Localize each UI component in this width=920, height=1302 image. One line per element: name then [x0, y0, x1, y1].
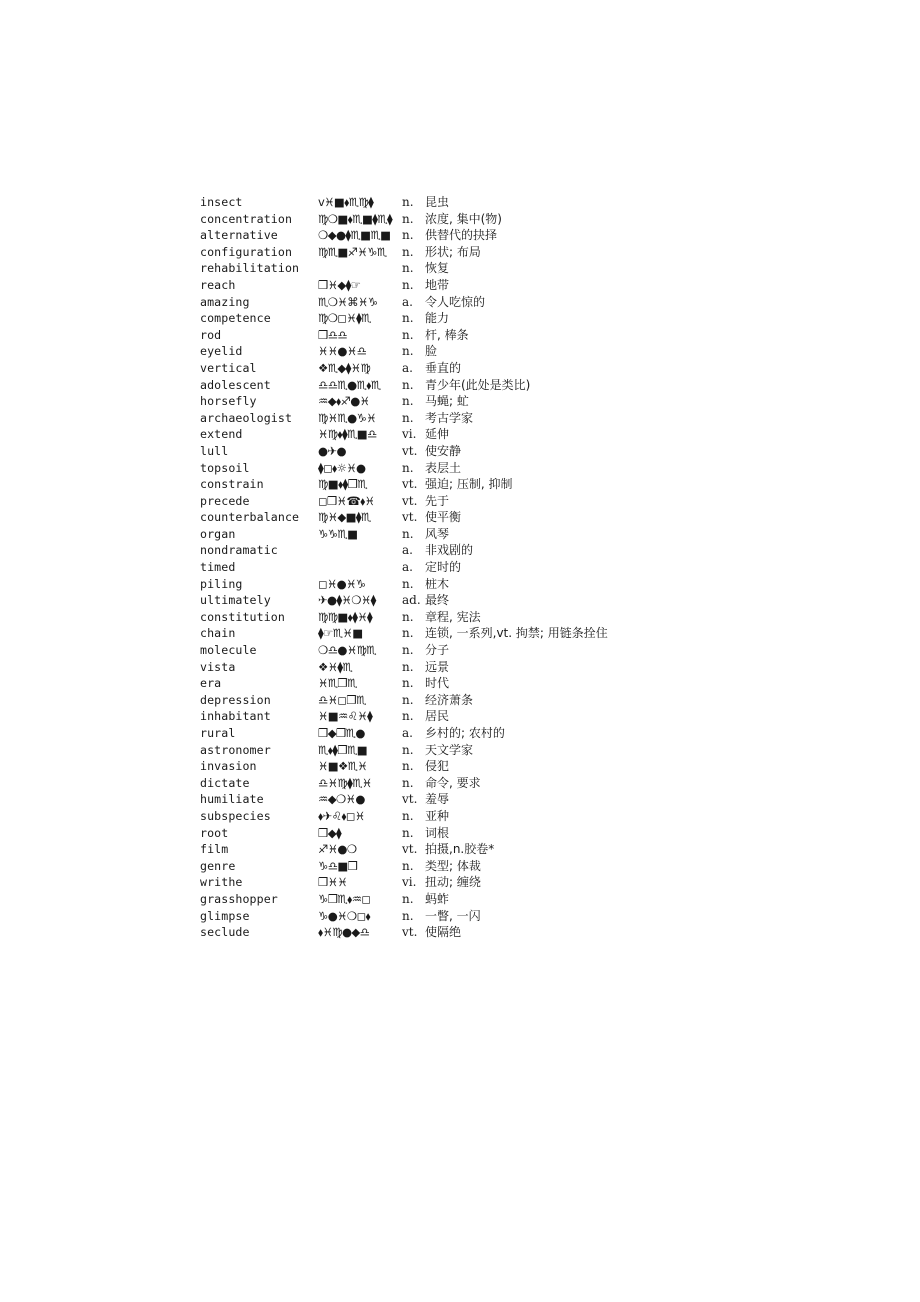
entry-part-of-speech: a. — [402, 560, 413, 575]
entry-part-of-speech: n. — [402, 659, 414, 674]
entry-definition: 先于 — [425, 493, 450, 508]
entry-word: invasion — [200, 759, 257, 774]
vocab-entry — [200, 725, 900, 742]
entry-word: vista — [200, 659, 236, 674]
entry-word: vertical — [200, 360, 257, 375]
entry-phonetic: ❍♎●♓♍♏ — [318, 643, 376, 658]
entry-part-of-speech: n. — [402, 311, 414, 326]
entry-phonetic: ♓■❖♏♓ — [318, 759, 368, 774]
vocab-entry — [200, 542, 900, 559]
entry-phonetic: ♓♏❒♏ — [318, 676, 357, 691]
entry-definition: 形状; 布局 — [425, 244, 481, 259]
entry-definition: 一瞥, 一闪 — [425, 908, 481, 923]
entry-definition: 垂直的 — [425, 360, 462, 375]
entry-part-of-speech: a. — [402, 360, 413, 375]
entry-word: alternative — [200, 228, 278, 243]
entry-phonetic: ♍♓◆■⧫♏ — [318, 510, 371, 525]
entry-phonetic: ♏⬧⧫❒♏■ — [318, 742, 368, 757]
entry-definition: 经济萧条 — [425, 692, 474, 707]
vocab-entry — [200, 576, 900, 593]
entry-definition: 使平衡 — [425, 510, 462, 525]
entry-part-of-speech: n. — [402, 891, 414, 906]
vocab-entry — [200, 526, 900, 543]
entry-part-of-speech: n. — [402, 759, 414, 774]
entry-phonetic: ❒♎♎ — [318, 327, 348, 342]
entry-definition: 桩木 — [425, 576, 450, 591]
entry-word: subspecies — [200, 808, 271, 823]
vocab-entry — [200, 493, 900, 510]
entry-definition: 使隔绝 — [425, 925, 462, 940]
vocab-entry — [200, 891, 900, 908]
entry-phonetic: ♓■♒♌♓⧫ — [318, 709, 373, 724]
entry-word: extend — [200, 427, 243, 442]
entry-part-of-speech: n. — [402, 676, 414, 691]
entry-definition: 浓度, 集中(物) — [425, 211, 502, 226]
vocab-entry — [200, 791, 900, 808]
entry-definition: 马蝇; 虻 — [425, 394, 469, 409]
vocab-entry — [200, 825, 900, 842]
entry-part-of-speech: vt. — [402, 925, 418, 940]
entry-definition: 脸 — [425, 344, 438, 359]
entry-word: depression — [200, 692, 271, 707]
entry-phonetic: ♏❍♓⌘♓♑ — [318, 294, 378, 309]
entry-part-of-speech: n. — [402, 410, 414, 425]
vocab-entry — [200, 244, 900, 261]
entry-definition: 居民 — [425, 709, 450, 724]
entry-word: lull — [200, 443, 229, 458]
entry-phonetic: ❒♓♓ — [318, 875, 348, 890]
vocab-entry — [200, 808, 900, 825]
vocab-entry — [200, 476, 900, 493]
entry-part-of-speech: ad. — [402, 593, 421, 608]
vocab-entry — [200, 559, 900, 576]
entry-word: era — [200, 676, 222, 691]
entry-part-of-speech: n. — [402, 526, 414, 541]
entry-phonetic: ⬧♓♍●◆♎ — [318, 925, 370, 940]
vocab-entry — [200, 924, 900, 941]
entry-word: constitution — [200, 609, 285, 624]
entry-part-of-speech: a. — [402, 543, 413, 558]
entry-phonetic: ♐♓●❍ — [318, 842, 357, 857]
vocab-entry — [200, 659, 900, 676]
entry-phonetic: ♎♓♍⧫♏♓ — [318, 775, 372, 790]
entry-word: amazing — [200, 294, 250, 309]
vocab-entry — [200, 758, 900, 775]
entry-word: counterbalance — [200, 510, 300, 525]
vocab-entry — [200, 742, 900, 759]
entry-definition: 拍摄,n.胶卷* — [425, 842, 495, 857]
vocab-entry — [200, 460, 900, 477]
entry-definition: 青少年(此处是类比) — [425, 377, 531, 392]
entry-part-of-speech: n. — [402, 908, 414, 923]
vocab-entry — [200, 260, 900, 277]
entry-definition: 乡村的; 农村的 — [425, 726, 505, 740]
entry-word: rehabilitation — [200, 261, 300, 276]
vocab-entry — [200, 194, 900, 211]
entry-part-of-speech: n. — [402, 858, 414, 873]
entry-definition: 词根 — [425, 825, 450, 840]
vocab-entry — [200, 692, 900, 709]
entry-word: glimpse — [200, 908, 250, 923]
vocab-entry — [200, 211, 900, 228]
entry-word: ultimately — [200, 593, 271, 608]
entry-part-of-speech: vt. — [402, 443, 418, 458]
entry-word: astronomer — [200, 742, 271, 757]
entry-definition: 蚂蚱 — [425, 891, 450, 906]
entry-phonetic: ⧫◻⬧☼♓● — [318, 460, 366, 475]
entry-definition: 令人吃惊的 — [425, 294, 486, 309]
entry-definition: 侵犯 — [425, 759, 450, 774]
entry-part-of-speech: a. — [402, 726, 413, 740]
entry-definition: 能力 — [425, 311, 450, 326]
entry-word: seclude — [200, 925, 250, 940]
entry-definition: 强迫; 压制, 抑制 — [425, 477, 513, 492]
entry-part-of-speech: n. — [402, 709, 414, 724]
entry-phonetic: ◻♓●♓♑ — [318, 576, 366, 591]
entry-part-of-speech: n. — [402, 344, 414, 359]
vocab-entry — [200, 410, 900, 427]
entry-definition: 羞辱 — [425, 792, 450, 807]
entry-word: humiliate — [200, 792, 264, 807]
entry-phonetic: ♒◆⬧♐●♓ — [318, 394, 370, 409]
entry-definition: 时代 — [425, 676, 450, 691]
entry-part-of-speech: n. — [402, 643, 414, 658]
vocab-entry — [200, 908, 900, 925]
entry-definition: 天文学家 — [425, 742, 474, 757]
entry-definition: 延伸 — [425, 427, 450, 442]
entry-part-of-speech: n. — [402, 377, 414, 392]
entry-phonetic: ●✈● — [318, 443, 346, 458]
entry-part-of-speech: n. — [402, 211, 414, 226]
entry-part-of-speech: n. — [402, 277, 414, 292]
entry-part-of-speech: vi. — [402, 427, 417, 442]
entry-part-of-speech: vt. — [402, 842, 418, 857]
vocab-entry — [200, 509, 900, 526]
entry-part-of-speech: vt. — [402, 510, 418, 525]
entry-phonetic: ♑♑♏■ — [318, 526, 358, 541]
entry-word: eyelid — [200, 344, 243, 359]
vocab-entry — [200, 841, 900, 858]
entry-phonetic: ⅴ♓■⬧♏♍⧫ — [318, 195, 374, 209]
entry-part-of-speech: n. — [402, 742, 414, 757]
entry-part-of-speech: n. — [402, 825, 414, 840]
entry-definition: 定时的 — [425, 560, 462, 575]
entry-word: reach — [200, 277, 236, 292]
entry-word: genre — [200, 858, 236, 873]
entry-phonetic: ♑●♓❍◻⬧ — [318, 908, 371, 923]
entry-definition: 杆, 棒条 — [425, 327, 469, 342]
entry-phonetic: ♓♍⬧⧫♏■♎ — [318, 427, 377, 442]
entry-part-of-speech: n. — [402, 460, 414, 475]
entry-phonetic: ❖♏◆⧫♓♍ — [318, 360, 371, 375]
entry-word: piling — [200, 576, 243, 591]
vocab-entry — [200, 377, 900, 394]
entry-word: constrain — [200, 477, 264, 492]
entry-phonetic: ♍❍■⬧♏■⧫♏⧫ — [318, 211, 393, 226]
entry-phonetic: ♎♓◻❒♏ — [318, 692, 366, 707]
entry-definition: 分子 — [425, 643, 450, 658]
entry-part-of-speech: n. — [402, 327, 414, 342]
entry-phonetic: ♍■⬧⧫❒♏ — [318, 477, 368, 492]
vocab-entry — [200, 708, 900, 725]
vocab-entry — [200, 675, 900, 692]
entry-part-of-speech: a. — [402, 294, 413, 309]
entry-word: topsoil — [200, 460, 250, 475]
vocab-entry — [200, 625, 900, 642]
vocab-entry — [200, 360, 900, 377]
vocab-entry — [200, 327, 900, 344]
entry-part-of-speech: vt. — [402, 493, 418, 508]
entry-part-of-speech: n. — [402, 394, 414, 409]
entry-part-of-speech: n. — [402, 692, 414, 707]
entry-phonetic: ♓♓●♓♎ — [318, 344, 367, 359]
entry-word: inhabitant — [200, 709, 271, 724]
entry-definition: 昆虫 — [425, 195, 450, 209]
vocab-entry — [200, 642, 900, 659]
entry-definition: 章程, 宪法 — [425, 609, 481, 624]
vocab-entry — [200, 227, 900, 244]
entry-part-of-speech: n. — [402, 228, 414, 243]
entry-phonetic: ♍♍■⬧⧫♓⧫ — [318, 609, 373, 624]
entry-word: horsefly — [200, 394, 257, 409]
entry-word: configuration — [200, 244, 293, 259]
entry-part-of-speech: vt. — [402, 477, 418, 492]
vocabulary-list — [200, 194, 900, 941]
entry-word: writhe — [200, 875, 243, 890]
entry-word: insect — [200, 195, 243, 209]
vocab-entry — [200, 426, 900, 443]
entry-phonetic: ❒♓◆⧫☞ — [318, 277, 361, 292]
vocab-entry — [200, 310, 900, 327]
entry-part-of-speech: n. — [402, 626, 414, 641]
entry-word: concentration — [200, 211, 293, 226]
entry-phonetic: ♍❍◻♓⧫♏ — [318, 311, 371, 326]
entry-phonetic: ♒◆❍♓● — [318, 792, 365, 807]
entry-part-of-speech: n. — [402, 261, 414, 276]
entry-phonetic: ♑♎■❒ — [318, 858, 358, 873]
entry-word: film — [200, 842, 229, 857]
entry-definition: 表层土 — [425, 460, 462, 475]
vocab-entry — [200, 393, 900, 410]
entry-word: timed — [200, 560, 236, 575]
entry-word: rural — [200, 726, 236, 740]
entry-word: precede — [200, 493, 250, 508]
entry-phonetic: ♍♓♏●♑♓ — [318, 410, 376, 425]
entry-definition: 命令, 要求 — [425, 775, 481, 790]
entry-phonetic: ❖♓⧫♏ — [318, 659, 353, 674]
entry-word: chain — [200, 626, 236, 641]
entry-phonetic: ❍◆●⧫♏■♏■ — [318, 228, 391, 243]
entry-definition: 考古学家 — [425, 410, 474, 425]
entry-definition: 风琴 — [425, 526, 450, 541]
entry-word: dictate — [200, 775, 250, 790]
entry-phonetic: ⬧✈♌⬧◻♓ — [318, 808, 365, 823]
entry-part-of-speech: n. — [402, 808, 414, 823]
entry-definition: 亚种 — [425, 808, 450, 823]
entry-definition: 最终 — [425, 593, 450, 608]
entry-definition: 连锁, 一系列,vt. 拘禁; 用链条拴住 — [425, 626, 608, 641]
entry-definition: 远景 — [425, 659, 450, 674]
vocab-entry — [200, 858, 900, 875]
entry-definition: 类型; 体裁 — [425, 858, 481, 873]
entry-phonetic: ♎♎♏●♏⬧♏ — [318, 377, 381, 392]
entry-definition: 地带 — [425, 277, 450, 292]
entry-part-of-speech: vt. — [402, 792, 418, 807]
entry-part-of-speech: n. — [402, 195, 414, 209]
entry-word: competence — [200, 311, 271, 326]
vocab-entry — [200, 277, 900, 294]
vocab-entry — [200, 775, 900, 792]
entry-phonetic: ◻❒♓☎⬧♓ — [318, 493, 375, 508]
entry-phonetic: ❒◆❒♏● — [318, 726, 365, 740]
entry-part-of-speech: vi. — [402, 875, 417, 890]
vocab-entry — [200, 609, 900, 626]
entry-definition: 扭动; 缠绕 — [425, 875, 481, 890]
entry-definition: 恢复 — [425, 261, 450, 276]
vocab-entry — [200, 592, 900, 609]
entry-word: organ — [200, 526, 236, 541]
entry-phonetic: ♍♏■♐♓♑♏ — [318, 244, 387, 259]
vocab-entry — [200, 343, 900, 360]
entry-word: molecule — [200, 643, 257, 658]
entry-definition: 使安静 — [425, 443, 462, 458]
entry-word: rod — [200, 327, 222, 342]
entry-phonetic: ✈●⧫♓❍♓⧫ — [318, 593, 376, 608]
entry-word: nondramatic — [200, 543, 278, 558]
entry-part-of-speech: n. — [402, 576, 414, 591]
vocab-entry — [200, 443, 900, 460]
entry-word: archaeologist — [200, 410, 293, 425]
vocab-entry — [200, 874, 900, 891]
vocab-entry — [200, 294, 900, 311]
entry-part-of-speech: n. — [402, 244, 414, 259]
entry-part-of-speech: n. — [402, 609, 414, 624]
entry-phonetic: ♑❒♏⬧♒◻ — [318, 891, 371, 906]
entry-definition: 非戏剧的 — [425, 543, 474, 558]
entry-word: adolescent — [200, 377, 271, 392]
entry-definition: 供替代的抉择 — [425, 228, 498, 243]
entry-part-of-speech: n. — [402, 775, 414, 790]
entry-phonetic: ❒◆⧫ — [318, 825, 342, 840]
entry-phonetic: ⧫☞♏♓■ — [318, 626, 363, 641]
entry-word: root — [200, 825, 229, 840]
entry-word: grasshopper — [200, 891, 278, 906]
